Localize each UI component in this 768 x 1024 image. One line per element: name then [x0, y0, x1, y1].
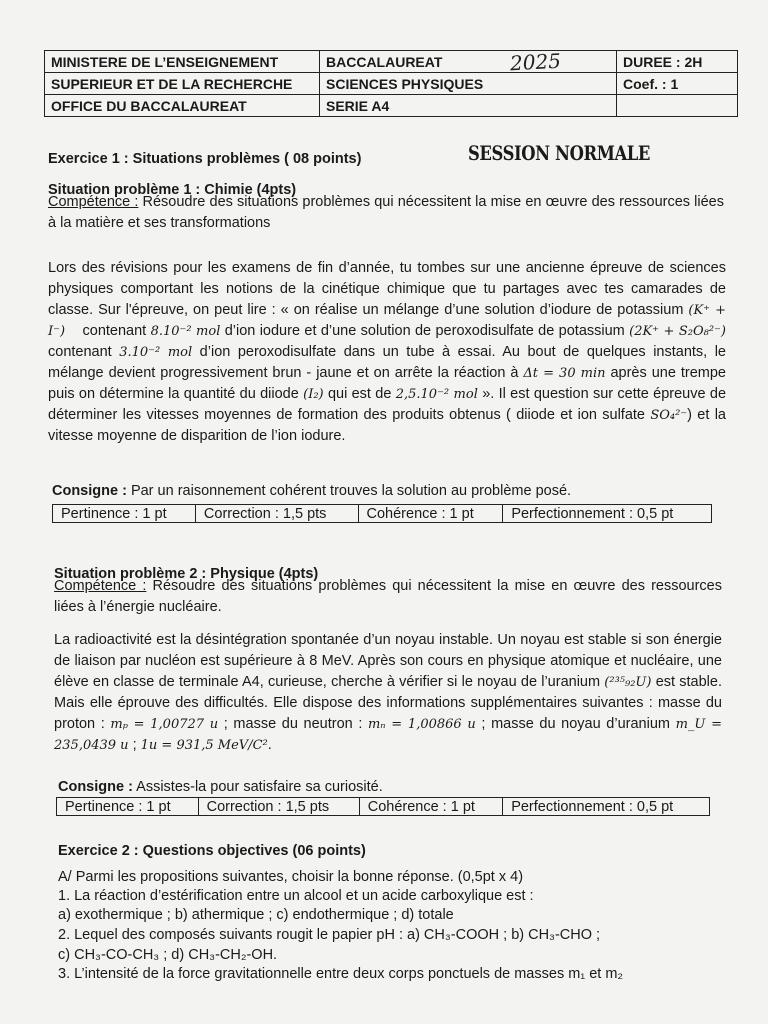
exercise-2-title: Exercice 2 : Questions objectives (06 points)	[58, 843, 366, 859]
peroxodisulfate-formula: (2K⁺ + S₂O₈²⁻)	[629, 324, 726, 339]
sp1-competence-text: Résoudre des situations problèmes qui nécessitent la mise en œuvre des ressources liées à la matière et ses transformations	[48, 194, 724, 231]
sp2-title: Situation problème 2 : Physique (4pts)	[54, 566, 319, 582]
proton-mass: mₚ = 1,00727 u	[110, 717, 219, 732]
neutron-mass: mₙ = 1,00866 u	[367, 717, 476, 732]
sp1-text-2: contenant	[65, 323, 151, 339]
sp1-text-3: d’ion iodure et d’une solution de peroxodisulfate de potassium	[220, 323, 630, 339]
sp2-competence	[54, 576, 722, 618]
iodide-quantity: 8.10⁻² mol	[150, 324, 221, 339]
subject: SCIENCES PHYSIQUES	[320, 73, 617, 95]
grading-pertinence: Pertinence : 1 pt	[53, 505, 196, 523]
header-table	[44, 50, 738, 117]
grading-perfectionnement: Perfectionnement : 0,5 pt	[503, 505, 712, 523]
sp2-competence-text: Résoudre des situations problèmes qui nécessitent la mise en œuvre des ressources liées à l’énergie nucléaire.	[54, 578, 722, 615]
question-1-options: a) exothermique ; b) athermique ; c) endothermique ; d) totale	[58, 907, 454, 923]
competence-label: Compétence :	[54, 578, 147, 594]
ministry-line-2: SUPERIEUR ET DE LA RECHERCHE	[45, 73, 320, 95]
session-title: SESSION NORMALE	[468, 141, 651, 165]
grading-pertinence: Pertinence : 1 pt	[57, 798, 199, 816]
diiode-formula: (I₂)	[303, 387, 324, 402]
mass-energy-conversion: 1u = 931,5 MeV/C²	[140, 738, 268, 753]
sp1-title: Situation problème 1 : Chimie (4pts)	[48, 182, 297, 198]
sp1-consigne-text: Par un raisonnement cohérent trouves la solution au problème posé.	[126, 483, 572, 499]
grading-coherence: Cohérence : 1 pt	[359, 798, 502, 816]
consigne-label: Consigne :	[52, 483, 127, 499]
exercise-1-title: Exercice 1 : Situations problèmes ( 08 points)	[48, 151, 362, 167]
question-3: 3. L’intensité de la force gravitationnelle entre deux corps ponctuels de masses m₁ et m₂	[58, 966, 624, 982]
sp1-consigne	[52, 482, 571, 501]
uranium-symbol: (²³⁵₉₂U)	[604, 675, 652, 690]
grading-grid-2	[56, 797, 710, 816]
sp1-text-1: Lors des révisions pour les examens de fin d’année, tu tombes sur une ancienne épreuve de sciences physiques comportant les notions de la cinétique chimique que tu partages avec tes camarades de classe. Sur l'épreuve, on peut lire : « on réalise un mélange d’une solution d’iodure de potassium	[48, 260, 726, 318]
sp2-consigne-text: Assistes-la pour satisfaire sa curiosité.	[132, 779, 383, 795]
sp1-text-5: d’ion peroxodisulfate dans un tube à essai. Au bout de quelques instants, le mélange devient progressivement brun - jaune et on arrête la réaction à	[48, 344, 726, 381]
sp1-text-8: ». Il est question sur cette épreuve de déterminer les vitesses moyennes de formation des produits obtenus ( diiode et ion sulfate	[48, 386, 727, 423]
coefficient: Coef. : 1	[617, 73, 738, 95]
sulfate-formula: SO₄²⁻	[650, 408, 688, 423]
grading-grid-1	[52, 504, 712, 523]
sp2-text-3: ; masse du neutron :	[218, 716, 368, 732]
series: SERIE A4	[320, 95, 617, 117]
sp1-text-7: qui est de	[323, 386, 396, 402]
ex2-intro: A/ Parmi les propositions suivantes, choisir la bonne réponse. (0,5pt x 4)	[58, 869, 524, 885]
competence-label: Compétence :	[48, 194, 139, 210]
header-empty-cell	[617, 95, 738, 117]
sp2-text-1: La radioactivité est la désintégration spontanée d’un noyau instable. Un noyau est stable si son énergie de liaison par nucléon est supérieure à 8 MeV. Après son cours en physique atomique et nucléaire, une élève en classe de terminale A4, curieuse, cherche à vérifier si le noyau de l’uranium	[54, 632, 722, 690]
sp2-text-2: est stable. Mais elle éprouve des difficultés. Elle dispose des informations supplémentaires suivantes : masse du proton :	[54, 674, 722, 732]
grading-coherence: Cohérence : 1 pt	[358, 505, 503, 523]
sp1-statement	[48, 258, 726, 447]
grading-correction: Correction : 1,5 pts	[195, 505, 358, 523]
exam-name: BACCALAUREAT	[320, 51, 617, 73]
sp1-text-9: ) et la vitesse moyenne de disparition de l’ion iodure.	[48, 407, 727, 444]
sp2-text-4: ; masse du noyau d’uranium	[475, 716, 676, 732]
sp2-text-6: .	[267, 737, 272, 753]
sp2-text-5: ;	[128, 737, 141, 753]
reaction-duration: Δt = 30 min	[523, 366, 606, 381]
uranium-mass: m_U = 235,0439 u	[54, 717, 722, 753]
handwritten-year: 2025	[509, 48, 562, 76]
sp1-text-6: après une trempe puis on détermine la quantité du diiode	[48, 365, 726, 402]
question-2-options: c) CH₃-CO-CH₃ ; d) CH₃-CH₂-OH.	[58, 947, 278, 963]
consigne-label: Consigne :	[58, 779, 133, 795]
sp1-competence	[48, 192, 724, 234]
diiode-quantity: 2,5.10⁻² mol	[395, 387, 478, 402]
question-1: 1. La réaction d’estérification entre un alcool et un acide carboxylique est :	[58, 888, 534, 904]
grading-perfectionnement: Perfectionnement : 0,5 pt	[503, 798, 710, 816]
sp2-consigne	[58, 778, 383, 797]
peroxodisulfate-quantity: 3.10⁻² mol	[119, 345, 193, 360]
sp1-text-4: contenant	[48, 344, 120, 360]
office-name: OFFICE DU BACCALAUREAT	[45, 95, 320, 117]
duration: DUREE : 2H	[617, 51, 738, 73]
question-2: 2. Lequel des composés suivants rougit le papier pH : a) CH₃-COOH ; b) CH₃-CHO ;	[58, 927, 601, 943]
sp2-statement	[54, 630, 722, 756]
grading-correction: Correction : 1,5 pts	[198, 798, 359, 816]
iodide-formula: (K⁺ + I⁻)	[48, 303, 726, 339]
ministry-line-1: MINISTERE DE L’ENSEIGNEMENT	[45, 51, 320, 73]
